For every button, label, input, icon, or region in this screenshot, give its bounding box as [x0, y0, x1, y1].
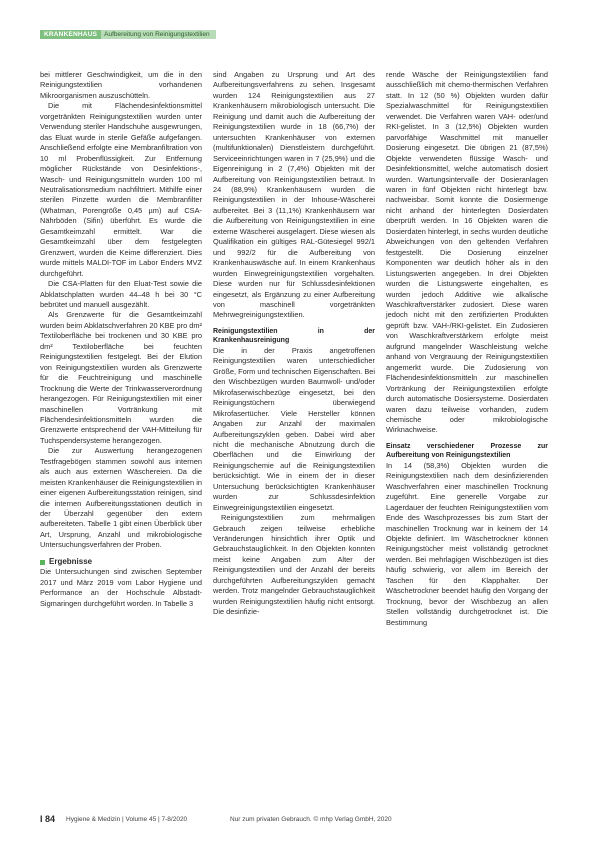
topic-label: Aufbereitung von Reinigungstextilien — [101, 30, 216, 39]
paragraph: Die mit Flächendesinfektionsmittel vorgetränkten Reinigungstextilien wurden unter Verwendung steriler Handschuhe ausgewrungen, das Eluat wurde in sterile Gefäße aufgefangen. Anschließend erfolgte eine Membranfiltration von 10 ml Probenflüssigkeit. Zur Entfernung möglicher Rückstände von Desinfektions-, Wasch- und Reinigungsmitteln wurden 100 ml Neutralisationsmedium nachfiltriert. Mithilfe einer sterilen Pinzette wurden die Membranfilter (Whatman, Porengröße 0,45 µm) auf CSA-Nährböden (Sifin) überführt. Es wurde die Gesamtkeimzahl ermittelt. War die Gesamtkeimzahl über dem festgelegten Grenzwert, wurden die Keime differenziert. Dies wurde mittels MALDI-TOF im Labor Enders MVZ durchgeführt. — [40, 101, 202, 278]
paragraph: bei mittlerer Geschwindigkeit, um die in den Reinigungstextilien vorhandenen Mikroorganismen auszuschütteln. — [40, 70, 202, 100]
text-column-1 — [40, 70, 202, 609]
page-number: I 84 — [40, 814, 56, 824]
copyright-notice: Nur zum privaten Gebrauch. © mhp Verlag GmbH, 2020 — [230, 816, 392, 823]
text-column-2 — [213, 70, 375, 618]
paragraph: Die zur Auswertung herangezogenen Testfragebögen stammen sowohl aus internen als auch aus externen Wäschereien. Da die meisten Krankenhäuser die Reinigungstextilien in einer eigenen Aufbereitungsstation reinigen, sind die internen Aufbereitungsstationen deutlich in der Überzahl gegenüber den extern aufbereiteten. Tabelle 1 gibt einen Überblick über Art, Ursprung, Anzahl und mikrobiologische Untersuchungsverfahren der Proben. — [40, 446, 202, 550]
category-label: KRANKENHAUS — [40, 30, 101, 39]
text-column-3 — [386, 70, 548, 628]
paragraph: Reinigungstextilien zum mehrmaligen Gebrauch zeigen teilweise erhebliche Veränderungen hinsichtlich ihrer Optik und Gebrauchstauglichkeit. In den Objekten konnten meist keine Angaben zum Alter der Reinigungstextilien und der Anzahl der bereits durchgeführten Aufbereitungszyklen gemacht werden. Trotz mangelnder Gebrauchstauglichkeit wurden Reinigungstextilien häufig nicht entsorgt. Die desinfizie- — [213, 513, 375, 617]
section-header — [40, 28, 216, 40]
paragraph: In 14 (58,3%) Objekten wurden die Reinigungstextilien nach dem desinfizierenden Waschverfahren einer maschinellen Trocknung zugeführt. Eine generelle Vorgabe zur Lagerdauer der feuchten Reinigungstextilien vom Ende des Waschprozesses bis zum Start der maschinellen Trocknung war in keinem der 14 Objekte definiert. Im Wäschetrockner können Reinigungstücher meist vollständig getrocknet werden. Bei mehrlagigen Wischbezügen ist dies häufig schwierig, vor allem im Bereich der Taschen für den Klapphalter. Der Wäschetrockner beendet häufig den Vorgang der Trocknung, bevor der Wischbezug an allen Stellen vollständig durchgetrocknet ist. Die Bestimmung — [386, 460, 548, 627]
paragraph: sind Angaben zu Ursprung und Art des Aufbereitungsverfahrens zu sehen. Insgesamt wurden 124 Reinigungstextilien aus 27 Krankenhäusern mikrobiologisch untersucht. Die Reinigung und damit auch die Aufbereitung der Reinigungstextilien wurde in 18 (66,7%) der untersuchten Krankenhäuser von externen (multifunktionalen) Dienstleistern durchgeführt. Serviceeinrichtungen waren in 7 (25,9%) und die Eigenreinigung in 2 (7,4%) Objekten mit der Aufbereitung von Reinigungstextilien betraut. In 24 (88,9%) Krankenhäusern wurden die Reinigungstextilien in der Inhouse-Wäscherei aufbereitet. Bei 3 (11,1%) Krankenhäusern war die Aufbereitung von Reinigungstextilien in eine externe Wäscherei ausgelagert. Diese wiesen als Qualifikation ein gültiges RAL-Gütesiegel 992/1 und 992/2 für die Aufbereitung von Krankenhauswäsche auf. In einem Krankenhaus wurden Einwegreinigungstextilien vorgehalten. Diese wurden nur für Schlussdesinfektionen eingesetzt, als Ergänzung zu einer Aufbereitung von maschinell vorgetränkten Mehrwegreinigungstextilien. — [213, 70, 375, 320]
section-heading-text: Ergebnisse — [49, 556, 93, 566]
section-heading-results — [40, 557, 202, 568]
subheading: Reinigungstextilien in der Krankenhausreinigung — [213, 327, 375, 345]
paragraph: Die CSA-Platten für den Eluat-Test sowie die Abklatschplatten wurden 44–48 h bei 30 °C bebrütet und manuell ausgezählt. — [40, 279, 202, 309]
paragraph: Die Untersuchungen sind zwischen September 2017 und März 2019 vom Labor Hygiene und Performance an der Hochschule Albstadt-Sigmaringen durchgeführt worden. In Tabelle 3 — [40, 567, 202, 608]
subheading: Einsatz verschiedener Prozesse zur Aufbereitung von Reinigungstextilien — [386, 442, 548, 460]
paragraph: Als Grenzwerte für die Gesamtkeimzahl wurden beim Abklatschverfahren 20 KBE pro dm² Textiloberfläche bei trockenen und 30 KBE pro dm² Textiloberfläche bei feuchten Reinigungstextilien festgelegt. Bei der Elution von Reinigungstextilien wurden als Grenzwerte für die Feuchtreinigung und maschinelle Trocknung die Werte der Trinkwasserverordnung herangezogen. Für Reinigungstextilien mit einer maschinellen Vortränkung mit Flächendesinfektionsmitteln wurden die Grenzwerte entsprechend der VAH-Mitteilung für Tuchspendersysteme herangezogen. — [40, 310, 202, 445]
journal-citation: Hygiene & Medizin | Volume 45 | 7-8/2020 — [66, 816, 188, 823]
green-square-icon — [40, 560, 45, 565]
page-footer — [40, 814, 560, 826]
paragraph: Die in der Praxis angetroffenen Reinigungstextilien waren unterschiedlicher Größe, Form und technischen Eigenschaften. Bei den Wischbezügen wurden Baumwoll- und/oder Mikrofaserwischbezüge eingesetzt, bei den Reinigungstüchern überwiegend Mikrofasertücher. Viele Hersteller können Angaben zur Anzahl der maximalen Aufbereitungszyklen geben. Dabei wird aber nicht die mechanische Abnutzung durch die Oberflächen und die Einwirkung der Reinigungschemie auf die Reinigungstextilien berücksichtigt. Wie in einem der in dieser Untersuchung berücksichtigten Krankenhäuser wurden zur Schlussdesinfektion Einwegreinigungstextilien eingesetzt. — [213, 345, 375, 512]
paragraph: rende Wäsche der Reinigungstextilien fand ausschließlich mit chemo-thermischen Verfahren statt. In 12 (50 %) Objekten wurden dafür Spezialwaschmittel für Reinigungstextilien verwendet. Die Verfahren waren VAH- oder/und RKI-gelistet. In 3 (12,5%) Objekten wurden parvorfähige Waschmittel mit manueller Dosierung eingesetzt. Die übrigen 21 (87,5%) Objekte verwendeten flüssige Wasch- und Desinfektionsmittel, welche automatisch dosiert wurden. Wartungsintervalle der Dosieranlagen waren in fünf Objekten nicht hinterlegt bzw. nachweisbar. Somit konnte die Dosiermenge nicht anhand der hinterlegten Dosierdaten überprüft werden. In 16 Objekten waren die Dosierdaten hinterlegt, in sechs wurden deutliche Abweichungen von den geltenden Verfahren festgestellt. Die Dosierung einzelner Komponenten war deutlich höher als in den Listungswerten angegeben. In drei Objekten wurden die Listungswerte eingehalten, es wurden jedoch Additive wie alkalische Waschkraftverstärker zudosiert. Diese waren jedoch nicht mit den zertifizierten Produkten geprüft bzw. VAH-/RKI-gelistet. Ein Zudosieren von Waschkraftverstärkern erfolgte meist aufgrund mangelnder Waschleistung welche anhand von Vergrauung der Reinigungstextilien angemerkt wurde. Die Zudosierung von Flächendesinfektionsmitteln zur maschinellen Vortränkung der Reinigungstextilien erfolgte durch automatische Dosiersysteme. Dosierdaten waren dazu teilweise vorhanden, zudem chemische oder mikrobiologische Wirknachweise. — [386, 70, 548, 435]
